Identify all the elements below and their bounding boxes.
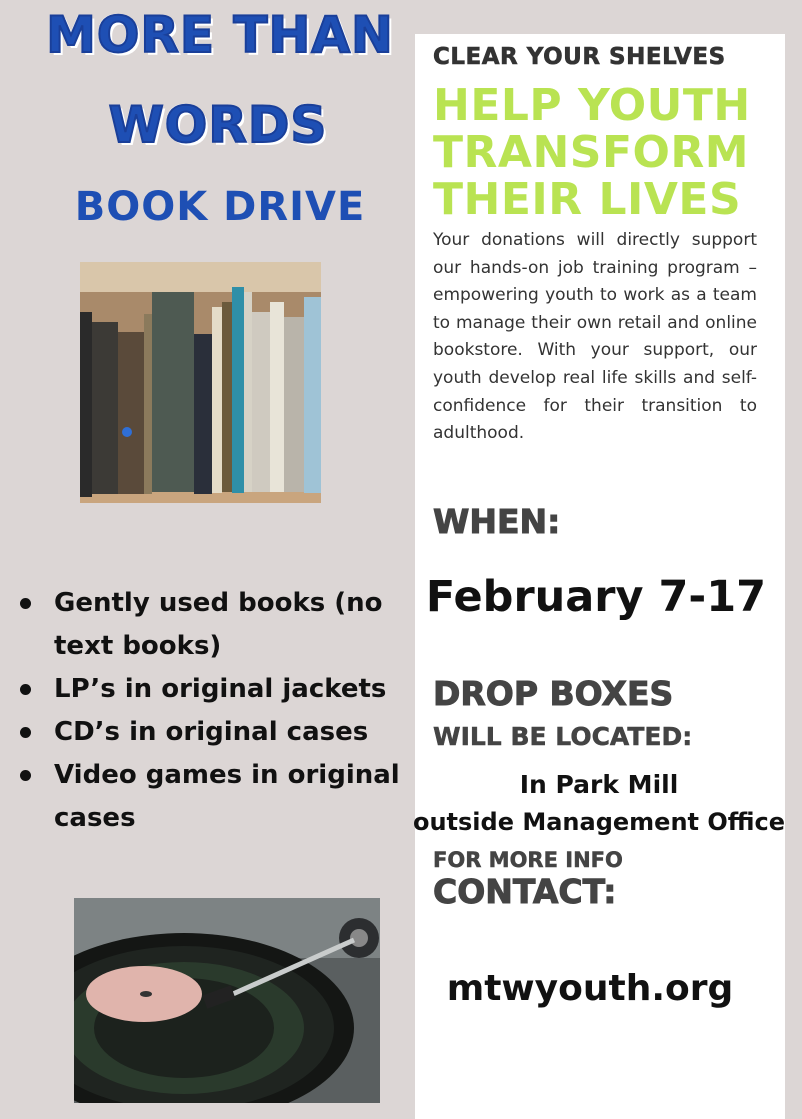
location-line-1: In Park Mill <box>519 770 679 799</box>
title-more-than: MORE THAN <box>46 6 394 64</box>
bullet-icon <box>20 598 31 609</box>
headline-line: THEIR LIVES <box>433 174 742 225</box>
bullet-icon <box>20 727 31 738</box>
title-words: WORDS <box>108 96 328 154</box>
list-item: Gently used books (no text books) <box>16 582 411 668</box>
list-item: LP’s in original jackets <box>16 668 411 711</box>
bullet-icon <box>20 684 31 695</box>
contact-label: CONTACT: <box>433 872 617 911</box>
bullet-icon <box>20 770 31 781</box>
event-dates: February 7-17 <box>425 572 767 622</box>
website-link[interactable]: mtwyouth.org <box>446 968 734 1009</box>
vinyl-record-player-photo <box>74 898 380 1103</box>
kicker-clear-your-shelves: CLEAR YOUR SHELVES <box>433 44 726 70</box>
description-paragraph: Your donations will directly support our hands-on job training program – empowering youth to work as a team to manage their own retail and online bookstore. With your support, our youth develop real life skills and self-confidence for their transition to adulthood. <box>433 230 757 444</box>
info-panel <box>412 34 786 1119</box>
title-book-drive: BOOK DRIVE <box>74 184 366 230</box>
when-label: WHEN: <box>433 502 561 541</box>
headline-line: TRANSFORM <box>433 127 750 178</box>
located-label: WILL BE LOCATED: <box>433 722 693 751</box>
more-info-label: FOR MORE INFO <box>433 848 623 872</box>
headline-line: HELP YOUTH <box>433 80 751 131</box>
donation-items-list <box>16 582 411 840</box>
drop-boxes-label: DROP BOXES <box>433 674 674 713</box>
location-line-2: outside Management Office <box>412 808 786 836</box>
list-item: CD’s in original cases <box>16 711 411 754</box>
headline <box>433 82 778 223</box>
list-item: Video games in original cases <box>16 754 411 840</box>
bookshelf-photo <box>80 262 321 503</box>
